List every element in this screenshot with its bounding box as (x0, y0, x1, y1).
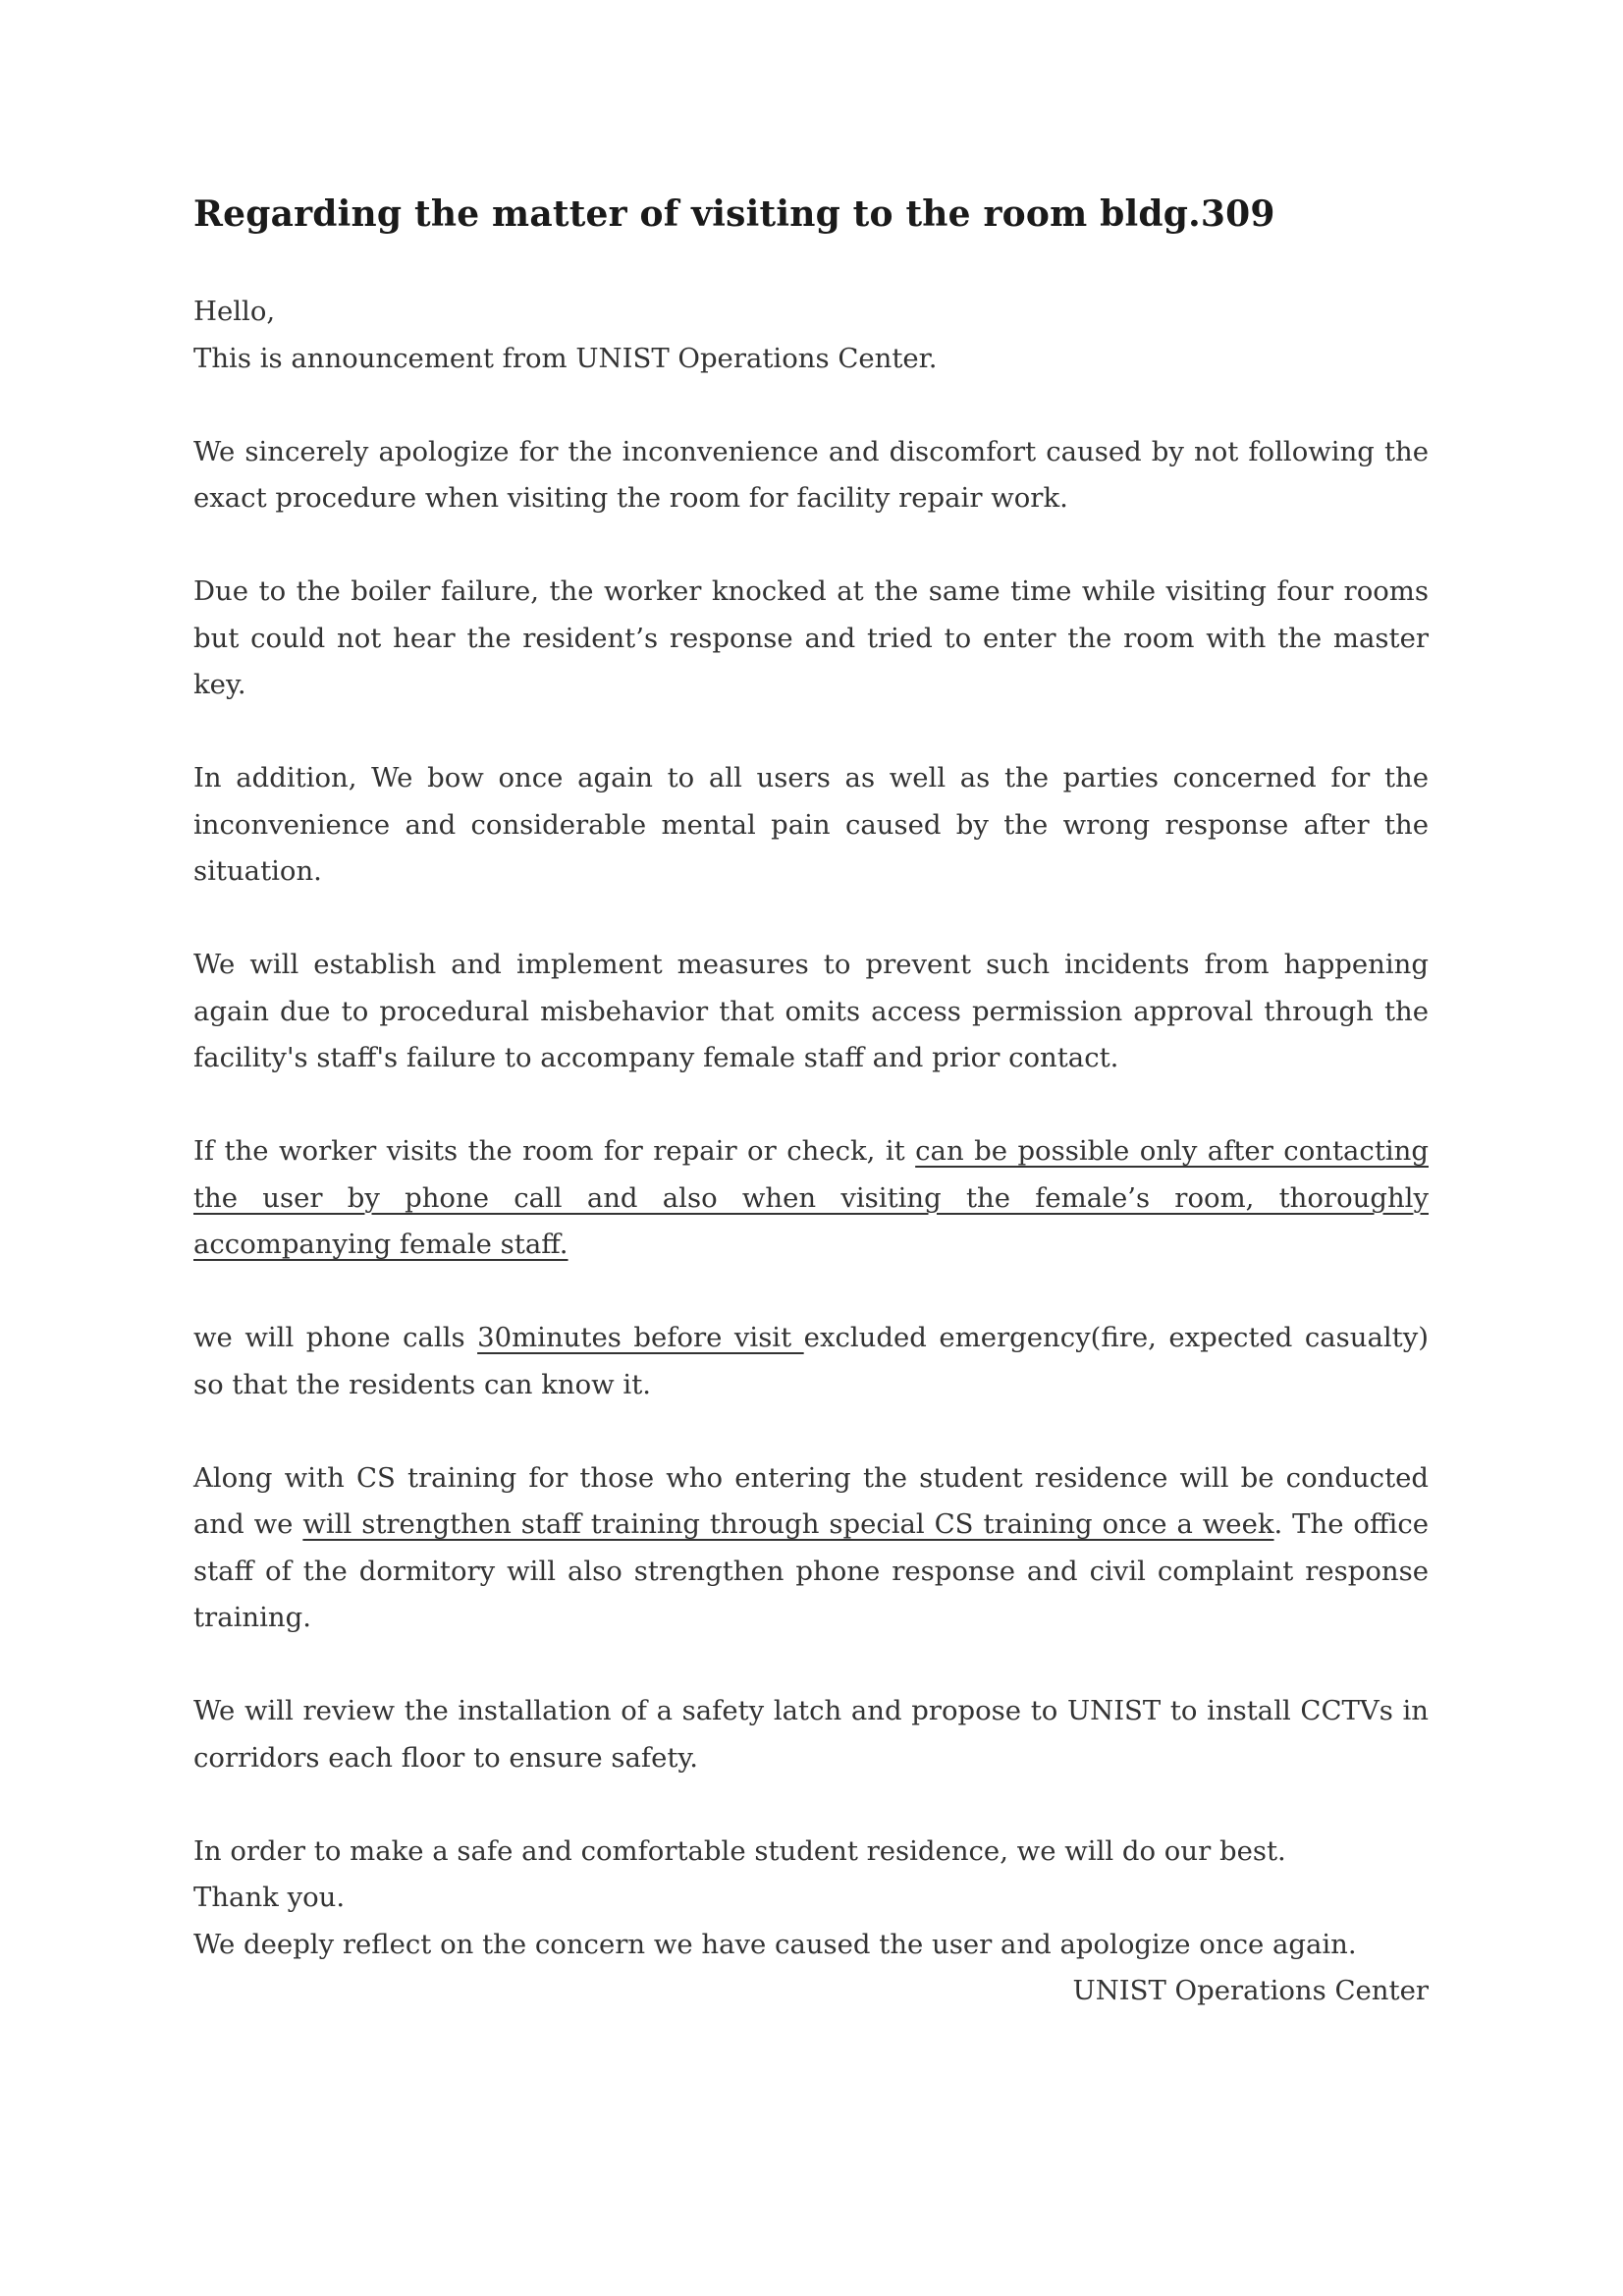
visit-procedure-paragraph (193, 1128, 1429, 1269)
apology-paragraph: We sincerely apologize for the inconvenience and discomfort caused by not following the exact procedure when visiting the room for facility repair work. (193, 435, 1429, 514)
thanks-text: Thank you. (193, 1882, 346, 1913)
training-text: Along with CS training for those who entering the student residence will be conducted and we (193, 1461, 1429, 1540)
training-paragraph (193, 1455, 1429, 1642)
training-text-after: . The office staff of the dormitory will also strengthen phone response and civil complaint response training. (193, 1508, 1429, 1633)
bow-paragraph: In addition, We bow once again to all users as well as the parties concerned for the inconvenience and considerable mental pain caused by the wrong response after the situation. (193, 762, 1429, 887)
document-title: Regarding the matter of visiting to the room bldg.309 (193, 193, 1275, 235)
phone-notice-paragraph (193, 1315, 1429, 1408)
closing-paragraph (193, 1829, 1429, 1969)
safety-paragraph: We will review the installation of a safety latch and propose to UNIST to install CCTVs in corridors each floor to ensure safety. (193, 1695, 1429, 1774)
greeting-text: Hello, (193, 296, 276, 327)
training-underlined: will strengthen staff training through special CS training once a week (302, 1508, 1274, 1540)
greeting-paragraph (193, 289, 1429, 382)
reflect-text: We deeply reflect on the concern we have caused the user and apologize once again. (193, 1928, 1357, 1960)
visit-procedure-underlined: can be possible only after contacting the user by phone call and also when visiting the female’s room, thoroughly accompanying female staff. (193, 1135, 1429, 1260)
intro-text: This is announcement from UNIST Operations Center. (193, 342, 938, 374)
phone-notice-text: we will phone calls (193, 1322, 478, 1353)
boiler-paragraph: Due to the boiler failure, the worker knocked at the same time while visiting four rooms but could not hear the resident’s response and tried to enter the room with the master key. (193, 575, 1429, 700)
announcement-document (193, 192, 1429, 2015)
visit-procedure-text: If the worker visits the room for repair or check, it (193, 1135, 916, 1167)
closing-text: In order to make a safe and comfortable student residence, we will do our best. (193, 1834, 1286, 1867)
phone-notice-text-after: excluded emergency(fire, expected casualty) so that the residents can know it. (193, 1322, 1429, 1400)
phone-notice-underlined: 30minutes before visit (477, 1322, 804, 1353)
measures-paragraph: We will establish and implement measures to prevent such incidents from happening again due to procedural misbehavior that omits access permission approval through the facility's staff's failure to accompany female staff and prior contact. (193, 949, 1429, 1073)
signature: UNIST Operations Center (1072, 1975, 1429, 2006)
